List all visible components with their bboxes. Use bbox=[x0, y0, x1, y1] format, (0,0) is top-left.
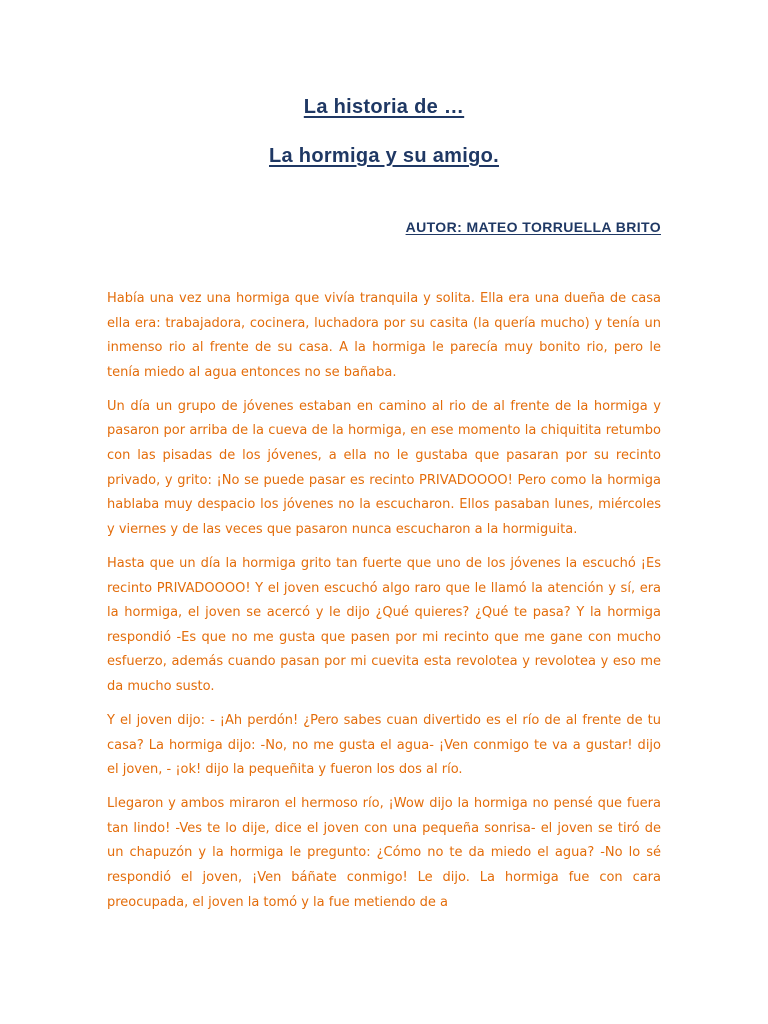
title-line-2: La hormiga y su amigo. bbox=[269, 145, 499, 167]
author-line: AUTOR: MATEO TORRUELLA BRITO bbox=[405, 219, 661, 235]
paragraph-3: Hasta que un día la hormiga grito tan fuerte que uno de los jóvenes la escuchó ¡Es recinto PRIVADOOOO! Y el joven escuchó algo raro que le llamó la atención y sí, era la hormiga, el joven se acercó y le dijo ¿Qué quieres? ¿Qué te pasa? Y la hormiga respondió -Es que no me gusta que pasen por mi recinto que me gane con mucho esfuerzo, además cuando pasan por mi cuevita esta revolotea y revolotea y eso me da mucho susto. bbox=[107, 555, 661, 694]
paragraph-2: Un día un grupo de jóvenes estaban en camino al rio de al frente de la hormiga y pasaron por arriba de la cueva de la hormiga, en ese momento la chiquitita retumbo con las pisadas de los jóvenes, a ella no le gustaba que pasaran por su recinto privado, y grito: ¡No se puede pasar es recinto PRIVADOOOO! Pero como la hormiga hablaba muy despacio los jóvenes no la escucharon. Ellos pasaban lunes, miércoles y viernes y de las veces que pasaron nunca escucharon a la hormiguita. bbox=[107, 398, 661, 537]
paragraph-1: Había una vez una hormiga que vivía tranquila y solita. Ella era una dueña de casa ella era: trabajadora, cocinera, luchadora por su casita (la quería mucho) y tenía un inmenso rio al frente de su casa. A la hormiga le parecía muy bonito rio, pero le tenía miedo al agua entonces no se bañaba. bbox=[107, 291, 661, 380]
paragraph-4: Y el joven dijo: - ¡Ah perdón! ¿Pero sabes cuan divertido es el río de al frente de tu casa? La hormiga dijo: -No, no me gusta el agua- ¡Ven conmigo te va a gustar! dijo el joven, - ¡ok! dijo la pequeñita y fueron los dos al río. bbox=[107, 713, 661, 778]
story-body bbox=[107, 287, 661, 925]
title-line-1: La historia de … bbox=[303, 96, 465, 118]
paragraph-5: Llegaron y ambos miraron el hermoso río, ¡Wow dijo la hormiga no pensé que fuera tan lindo! -Ves te lo dije, dice el joven con una pequeña sonrisa- el joven se tiró de un chapuzón y la hormiga le pregunto: ¿Cómo no te da miedo el agua? -No lo sé respondió el joven, ¡Ven báñate conmigo! Le dijo. La hormiga fue con cara preocupada, el joven la tomó y la fue metiendo de a bbox=[107, 796, 661, 910]
